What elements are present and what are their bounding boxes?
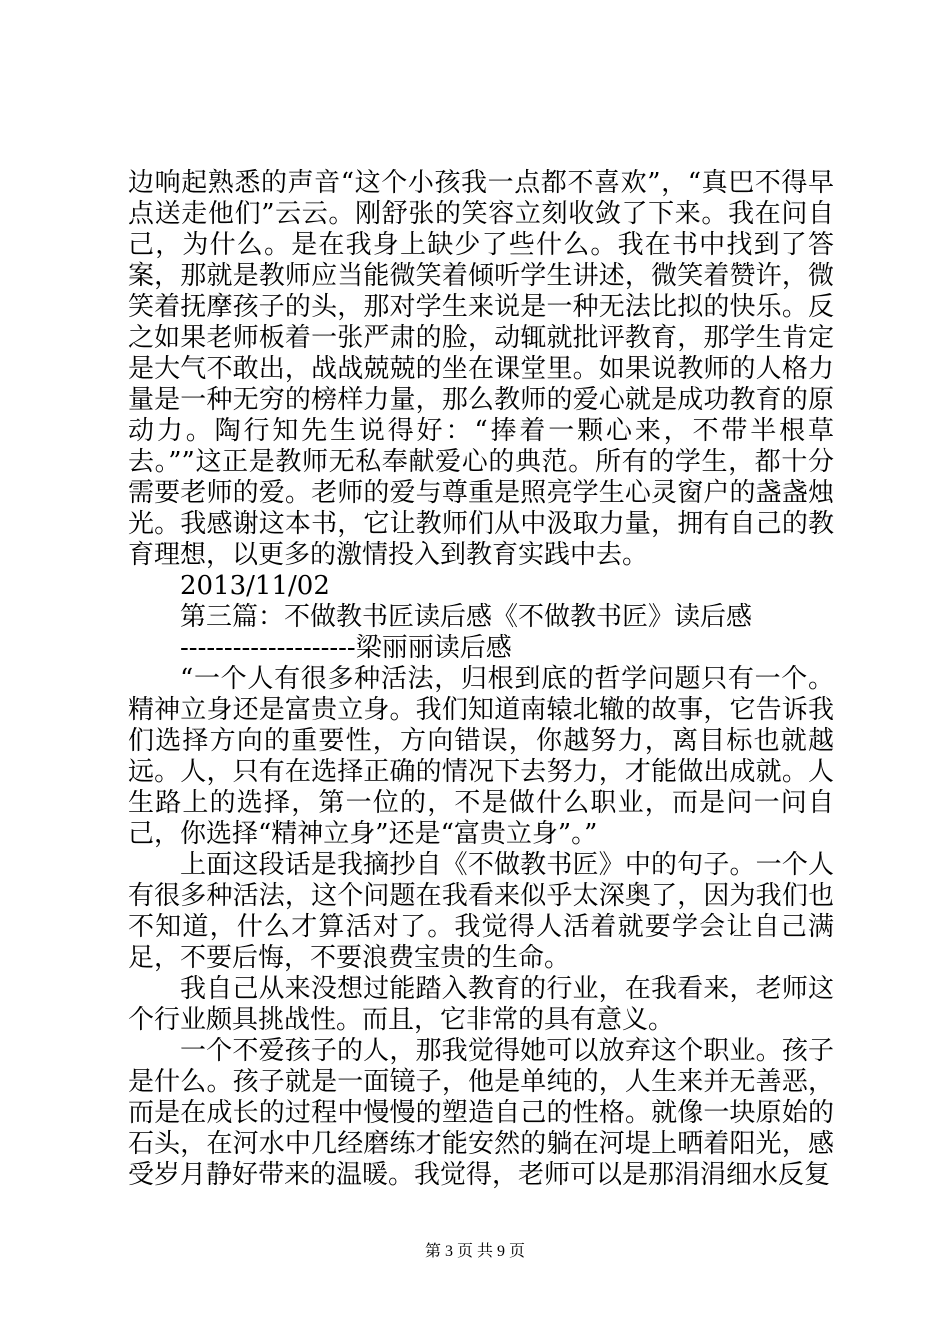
author-line: --------------------梁丽丽读后感 <box>180 633 512 663</box>
body-text <box>128 168 834 1191</box>
paragraph-continued: 边响起熟悉的声音“这个小孩我一点都不喜欢”，“真巴不得早点送走他们”云云。刚舒张的笑容立刻收敛了下来。我在问自己，为什么。是在我身上缺少了些什么。我在书中找到了答案，那就是教师应当能微笑着倾听学生讲述，微笑着赞许，微笑着抚摩孩子的头，那对学生来说是一种无法比拟的快乐。反之如果老师板着一张严肃的脸，动辄就批评教育，那学生肯定是大气不敢出，战战兢兢的坐在课堂里。如果说教师的人格力量是一种无穷的榜样力量，那么教师的爱心就是成功教育的原动力。陶行知先生说得好：“捧着一颗心来，不带半根草去。””这正是教师无私奉献爱心的典范。所有的学生，都十分需要老师的爱。老师的爱与尊重是照亮学生心灵窗户的盏盏烛光。我感谢这本书，它让教师们从中汲取力量，拥有自己的教育理想，以更多的激情投入到教育实践中去。 <box>128 168 834 570</box>
section-heading: 第三篇：不做教书匠读后感《不做教书匠》读后感 <box>180 602 753 632</box>
date-line: 2013/11/02 <box>180 571 330 601</box>
paragraph: 上面这段话是我摘抄自《不做教书匠》中的句子。一个人有很多种活法，这个问题在我看来似乎太深奥了，因为我们也不知道，什么才算活对了。我觉得人活着就要学会让自己满足，不要后悔，不要浪费宝贵的生命。 <box>128 850 834 973</box>
paragraph-quote: “一个人有很多种活法，归根到底的哲学问题只有一个。精神立身还是富贵立身。我们知道南辕北辙的故事，它告诉我们选择方向的重要性，方向错误，你越努力，离目标也就越远。人，只有在选择正确的情况下去努力，才能做出成就。人生路上的选择，第一位的，不是做什么职业，而是问一问自己，你选择“精神立身”还是“富贵立身”。” <box>128 664 834 849</box>
page-number: 第 3 页 共 9 页 <box>424 1243 525 1260</box>
paragraph: 一个不爱孩子的人，那我觉得她可以放弃这个职业。孩子是什么。孩子就是一面镜子，他是单纯的，人生来并无善恶，而是在成长的过程中慢慢的塑造自己的性格。就像一块原始的石头，在河水中几经磨练才能安然的躺在河堤上晒着阳光，感受岁月静好带来的温暖。我觉得，老师可以是那涓涓细水反复 <box>128 1036 834 1190</box>
page-footer <box>0 1242 950 1262</box>
paragraph: 我自己从来没想过能踏入教育的行业，在我看来，老师这个行业颇具挑战性。而且，它非常的具有意义。 <box>128 974 834 1035</box>
